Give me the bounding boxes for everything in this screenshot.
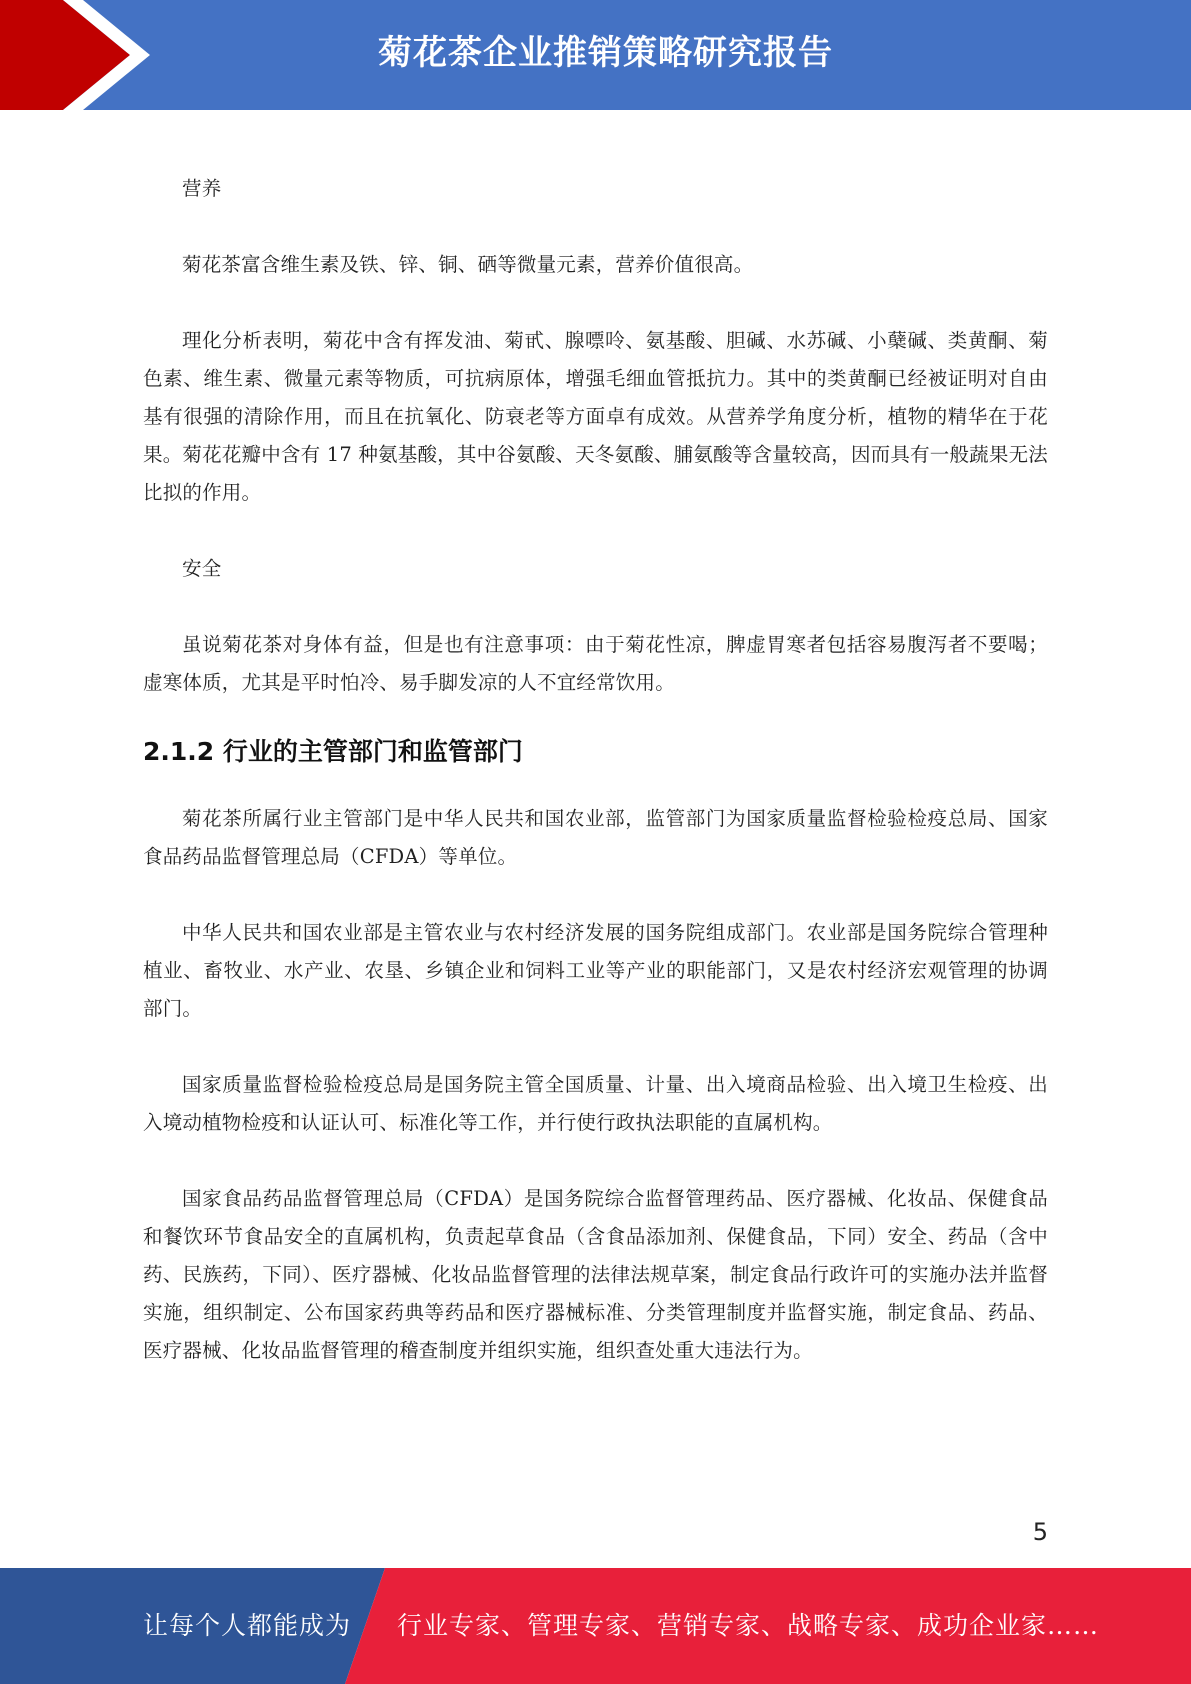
- paragraph-ministry-agriculture: 中华人民共和国农业部是主管农业与农村经济发展的国务院组成部门。农业部是国务院综合管理种植业、畜牧业、水产业、农垦、乡镇企业和饲料工业等产业的职能部门，又是农村经济宏观管理的协调部门。: [143, 921, 1048, 1020]
- page-header: [0, 0, 1191, 110]
- paragraph-nutrition-analysis: 理化分析表明，菊花中含有挥发油、菊甙、腺嘌呤、氨基酸、胆碱、水苏碱、小蘖碱、类黄酮、菊色素、维生素、微量元素等物质，可抗病原体，增强毛细血管抵抗力。其中的类黄酮已经被证明对自由基有很强的清除作用，而且在抗氧化、防衰老等方面卓有成效。从营养学角度分析，植物的精华在于花果。菊花花瓣中含有 17 种氨基酸，其中谷氨酸、天冬氨酸、脯氨酸等含量较高，因而具有一般蔬果无法比拟的作用。: [143, 329, 1048, 504]
- paragraph-aqsiq: 国家质量监督检验检疫总局是国务院主管全国质量、计量、出入境商品检验、出入境卫生检疫、出入境动植物检疫和认证认可、标准化等工作，并行使行政执法职能的直属机构。: [143, 1073, 1048, 1134]
- paragraph-cfda: 国家食品药品监督管理总局（CFDA）是国务院综合监督管理药品、医疗器械、化妆品、保健食品和餐饮环节食品安全的直属机构，负责起草食品（含食品添加剂、保健食品，下同）安全、药品（含中药、民族药，下同）、医疗器械、化妆品监督管理的法律法规草案，制定食品行政许可的实施办法并监督实施，组织制定、公布国家药典等药品和医疗器械标准、分类管理制度并监督实施，制定食品、药品、医疗器械、化妆品监督管理的稽查制度并组织实施，组织查处重大违法行为。: [143, 1187, 1048, 1362]
- footer-slogan-left: 让每个人都能成为: [143, 1611, 352, 1640]
- paragraph-safety: 虽说菊花茶对身体有益，但是也有注意事项：由于菊花性凉，脾虚胃寒者包括容易腹泻者不要喝；虚寒体质，尤其是平时怕冷、易手脚发凉的人不宜经常饮用。: [143, 633, 1048, 694]
- section-label-safety: 安全: [182, 557, 222, 580]
- section-heading-regulators: 2.1.2 行业的主管部门和监管部门: [143, 737, 523, 766]
- page-number: 5: [1032, 1518, 1048, 1546]
- page-footer: [0, 1568, 1191, 1684]
- paragraph-nutrition-summary: 菊花茶富含维生素及铁、锌、铜、硒等微量元素，营养价值很高。: [182, 253, 754, 276]
- paragraph-regulators-overview: 菊花茶所属行业主管部门是中华人民共和国农业部，监管部门为国家质量监督检验检疫总局、国家食品药品监督管理总局（CFDA）等单位。: [143, 807, 1048, 868]
- document-body: [143, 170, 1048, 1408]
- report-title: 菊花茶企业推销策略研究报告: [378, 33, 833, 73]
- section-label-nutrition: 营养: [182, 177, 222, 200]
- footer-slogan-right: 行业专家、管理专家、营销专家、战略专家、成功企业家……: [397, 1611, 1100, 1640]
